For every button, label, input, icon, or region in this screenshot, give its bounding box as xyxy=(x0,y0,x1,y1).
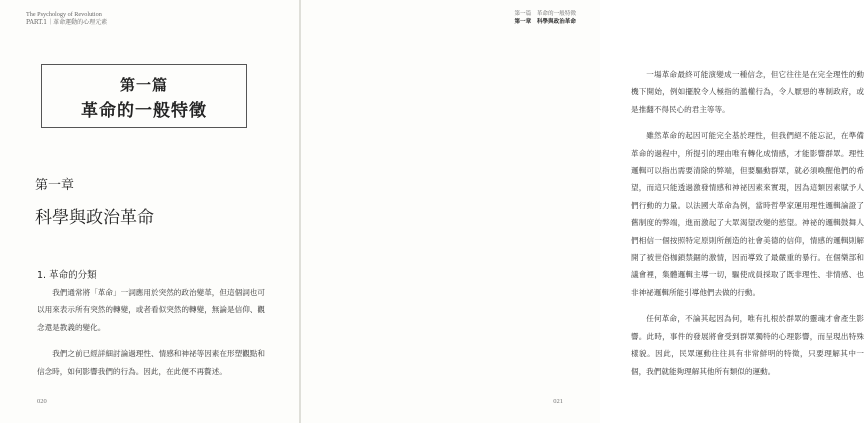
part-title: 革命的一般特徵 xyxy=(81,101,207,121)
body-paragraph: 任何革命，不論其起因為何，唯有扎根於群眾的靈魂才會產生影響。此時，事件的發展將會受到群眾獨特的心理影響，而呈現出特殊樣貌。因此，民眾運動往往具有非常鮮明的特徵，只要理解其中一個，我們就能夠理解其他所有類似的運動。 xyxy=(631,314,864,376)
running-head-part: PART.1｜革命運動的心理元素 xyxy=(26,19,108,26)
running-head-book-title: The Psychology of Revolution xyxy=(26,11,102,18)
running-head-part-right: 第一篇 革命的一般特徵 xyxy=(514,11,576,17)
part-title-box xyxy=(41,64,247,128)
body-paragraph: 我們通常將「革命」一詞應用於突然的政治變革，但這個詞也可以用來表示所有突然的轉變，或者看似突然的轉變，無論是信仰、觀念還是教義的變化。 xyxy=(37,288,265,332)
right-body-text xyxy=(631,66,864,389)
body-paragraph: 雖然革命的起因可能完全基於理性，但我們絕不能忘記，在準備革命的過程中，所提引的理由唯有轉化成情感，才能影響群眾。理性邏輯可以指出需要清除的弊端，但要驅動群眾，就必須喚醒他們的希望，而這只能透過激發情感和神祕因素來實現，因為這類因素賦予人們行動的力量。以法國大革命為例，當時哲學家運用理性邏輯論證了舊制度的弊端，進而激起了大眾渴望改變的慾望。神祕的邏輯鼓舞人們相信一個按照特定原則所創造的社會美德的信仰，情感的邏輯則解開了被世俗枷鎖禁錮的激情，因而導致了最嚴重的暴行。在個樂部和議會裡，集體邏輯主導一切，驅使成員採取了既非理性、非情感、也非神祕邏輯所能引導他們去做的行動。 xyxy=(631,131,864,297)
left-page xyxy=(0,0,299,423)
body-paragraph: 一場革命最終可能演變成一種信念，但它往往是在完全理性的動機下開始，例如擺脫令人極指的濫權行為，令人厭惡的專制政府，或是推翻不得民心的君主等等。 xyxy=(631,70,864,114)
chapter-title: 科學與政治革命 xyxy=(35,208,154,228)
running-head-chapter-right: 第一章 科學與政治革命 xyxy=(514,19,576,25)
body-paragraph: 我們之前已經詳細討論過理性、情感和神祕等因素在形塑觀點和信念時，如何影響我們的行為。因此，在此便不再贅述。 xyxy=(37,349,265,376)
left-running-head xyxy=(26,11,107,27)
chapter-number: 第一章 xyxy=(35,178,75,193)
right-page xyxy=(301,0,864,423)
right-running-head xyxy=(514,10,576,26)
left-body-text xyxy=(37,284,265,389)
page-number-left: 020 xyxy=(37,398,47,405)
page-number-right: 021 xyxy=(553,398,563,405)
section-heading: 1. 革命的分類 xyxy=(37,270,97,281)
part-number: 第一篇 xyxy=(119,76,168,94)
